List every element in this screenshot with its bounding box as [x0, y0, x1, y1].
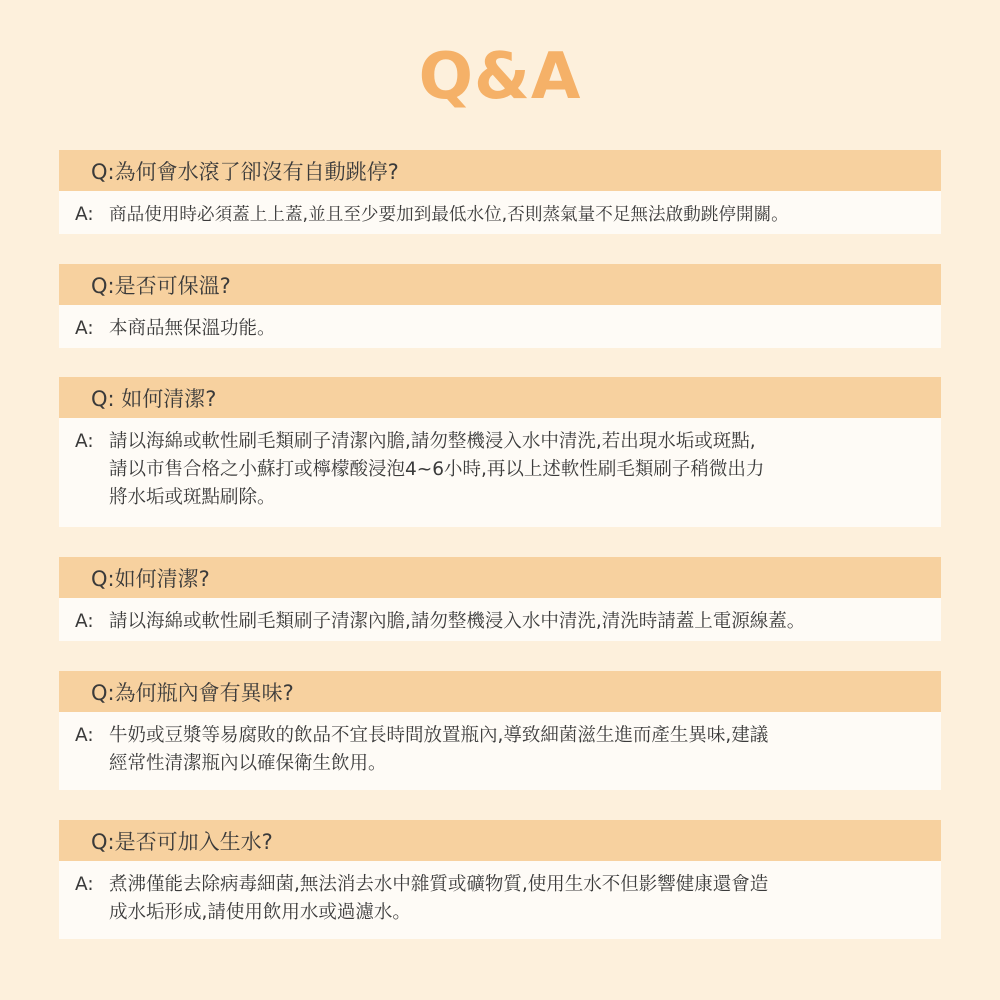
answer-prefix: A:	[75, 874, 94, 895]
qa-block-3	[59, 377, 941, 527]
answer-6	[59, 861, 941, 939]
answer-prefix: A:	[75, 318, 94, 339]
question-2: Q:是否可保溫?	[59, 264, 941, 305]
answer-prefix: A:	[75, 725, 94, 746]
qa-block-6	[59, 820, 941, 939]
qa-block-4	[59, 557, 941, 641]
question-6: Q:是否可加入生水?	[59, 820, 941, 861]
answer-5	[59, 712, 941, 790]
answer-4	[59, 598, 941, 641]
answer-line: 商品使用時必須蓋上上蓋,並且至少要加到最低水位,否則蒸氣量不足無法啟動跳停開關。	[109, 205, 789, 225]
answer-prefix: A:	[75, 611, 94, 632]
qa-block-5	[59, 671, 941, 790]
question-4: Q:如何清潔?	[59, 557, 941, 598]
answer-prefix: A:	[75, 431, 94, 452]
qa-block-1	[59, 150, 941, 234]
answer-line: 本商品無保溫功能。	[109, 318, 276, 339]
question-3: Q: 如何清潔?	[59, 377, 941, 418]
page-title: Q&A	[418, 40, 582, 114]
answer-2	[59, 305, 941, 348]
answer-line: 成水垢形成,請使用飲用水或過濾水。	[109, 902, 411, 923]
qa-block-2	[59, 264, 941, 348]
answer-line: 牛奶或豆漿等易腐敗的飲品不宜長時間放置瓶內,導致細菌滋生進而產生異味,建議	[109, 725, 769, 746]
question-5: Q:為何瓶內會有異味?	[59, 671, 941, 712]
answer-1	[59, 191, 941, 234]
answer-line: 請以海綿或軟性刷毛類刷子清潔內膽,請勿整機浸入水中清洗,若出現水垢或斑點,	[109, 431, 756, 452]
answer-line: 煮沸僅能去除病毒細菌,無法消去水中雜質或礦物質,使用生水不但影響健康還會造	[109, 874, 769, 895]
answer-line: 經常性清潔瓶內以確保衛生飲用。	[109, 753, 387, 774]
answer-3	[59, 418, 941, 527]
answer-prefix: A:	[75, 204, 94, 225]
answer-line: 請以市售合格之小蘇打或檸檬酸浸泡4~6小時,再以上述軟性刷毛類刷子稍微出力	[109, 459, 765, 480]
answer-line: 將水垢或斑點刷除。	[109, 487, 276, 508]
answer-line: 請以海綿或軟性刷毛類刷子清潔內膽,請勿整機浸入水中清洗,清洗時請蓋上電源線蓋。	[109, 611, 806, 632]
question-1: Q:為何會水滾了卻沒有自動跳停?	[59, 150, 941, 191]
